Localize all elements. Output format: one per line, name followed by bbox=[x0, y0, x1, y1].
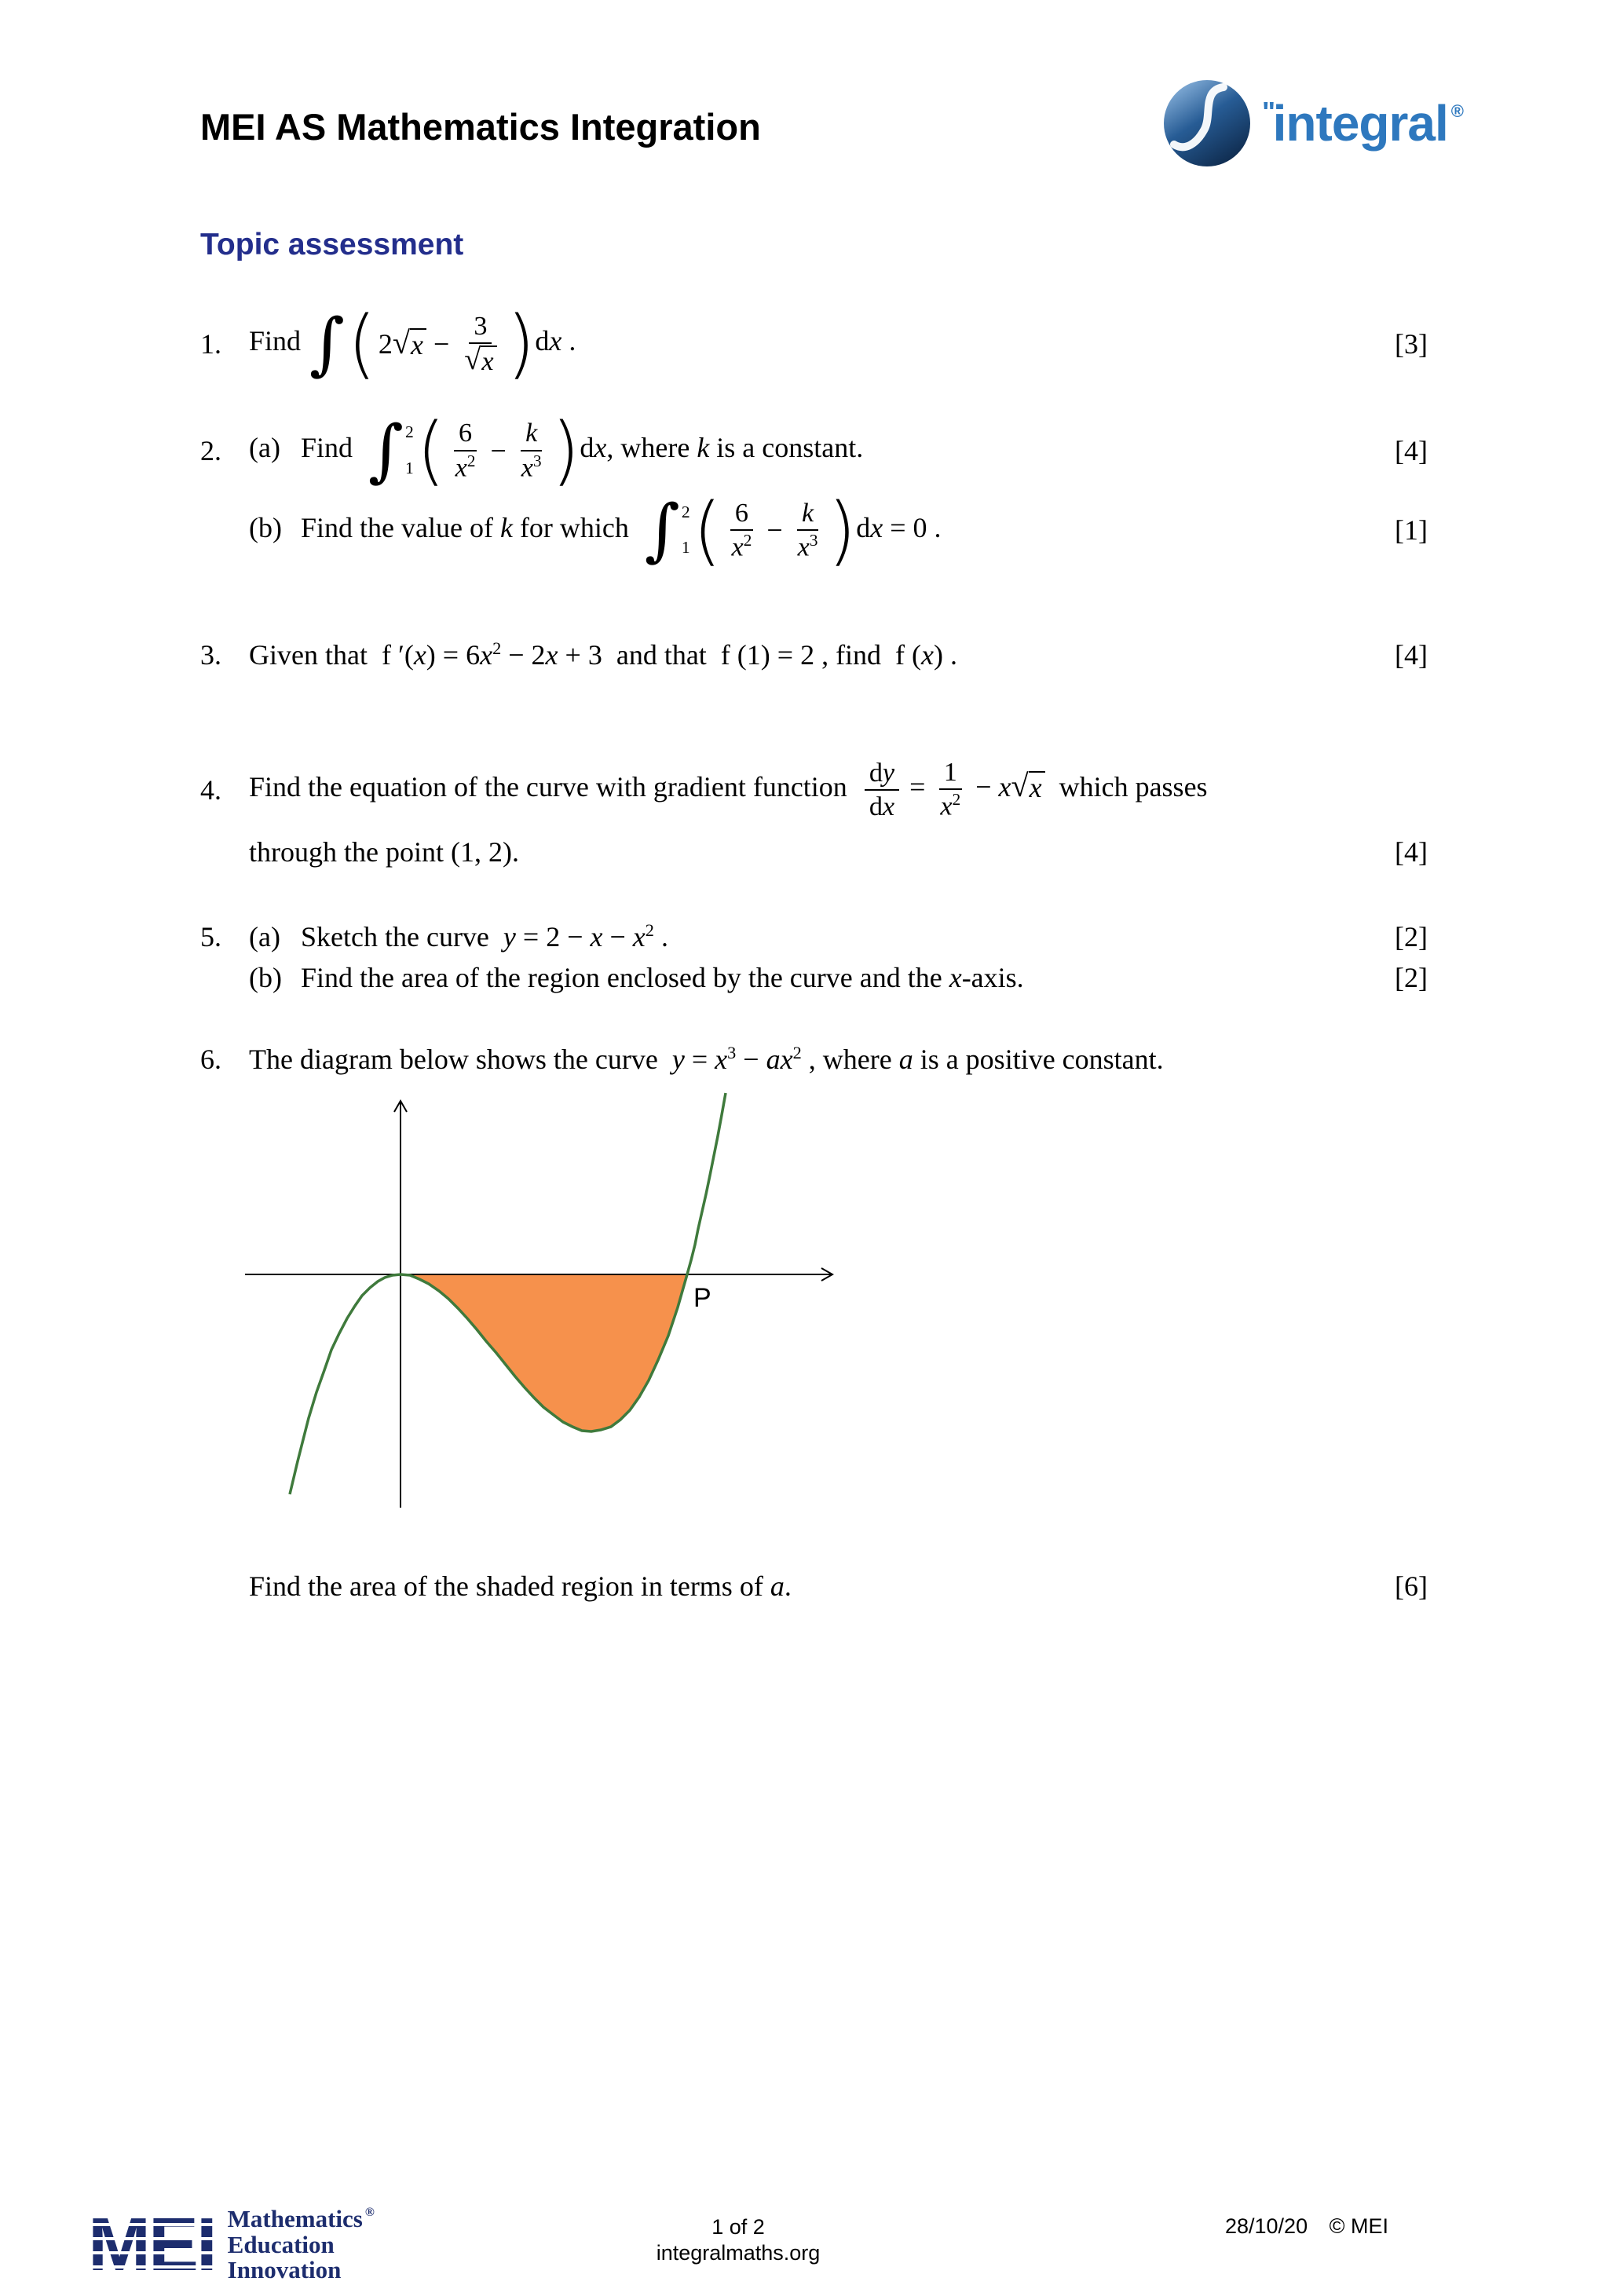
part-a-label: (a) bbox=[249, 920, 280, 952]
page-title: MEI AS Mathematics Integration bbox=[200, 106, 761, 148]
question-2-number: 2. bbox=[200, 434, 221, 466]
part-b-label: (b) bbox=[249, 961, 282, 993]
question-list bbox=[200, 299, 1428, 1603]
question-2b-marks: [1] bbox=[1395, 514, 1428, 547]
question-2b-text: Find the value of k for which ∫ 2 1 ( $\frac{6}{x^2}$ − $\frac{k}{x^3}$ ) dx = 0 . bbox=[301, 486, 942, 574]
question-3-text: Given that f $'(x) = 6x^2 - 2x + 3$ and that f (1) = 2 , find f (x) . bbox=[249, 638, 958, 671]
question-2a-row bbox=[200, 406, 1428, 494]
question-1-marks: [3] bbox=[1395, 327, 1428, 360]
question-2b-row bbox=[200, 486, 1428, 574]
question-1-text: Find ∫ ( 2 √ x − 3 √ x ) dx . bbox=[249, 299, 576, 388]
question-1-number: 1. bbox=[200, 327, 221, 360]
question-4-row-2 bbox=[200, 835, 1428, 868]
question-2a-marks: [4] bbox=[1395, 434, 1428, 466]
integral-logo-wordmark bbox=[1263, 94, 1464, 152]
registered-mark-icon: ® bbox=[364, 2206, 375, 2220]
question-5 bbox=[200, 920, 1428, 994]
question-1-row bbox=[200, 299, 1428, 388]
question-6 bbox=[200, 1043, 1428, 1603]
registered-mark-icon: ® bbox=[1450, 101, 1463, 121]
question-5a-row bbox=[200, 920, 1428, 953]
date-text: 28/10/20 bbox=[1224, 2214, 1308, 2239]
question-5b-row bbox=[200, 961, 1428, 994]
question-3-row bbox=[200, 638, 1428, 671]
mei-logo-letters: MEI bbox=[88, 2202, 215, 2287]
question-5b-marks: [2] bbox=[1395, 961, 1428, 993]
mei-word-education: Education bbox=[227, 2230, 335, 2258]
curve-diagram bbox=[236, 1090, 1428, 1537]
question-2a-text: Find ∫ 2 1 ( $\frac{6}{x^2}$ − $\frac{k}{x^3}$ ) dx, where k is a constant. bbox=[301, 406, 864, 494]
question-6-marks: [6] bbox=[1395, 1570, 1428, 1602]
integral-logo bbox=[1161, 77, 1464, 170]
question-4-number: 4. bbox=[200, 773, 221, 806]
copyright-text: © MEI bbox=[1329, 2214, 1389, 2239]
question-4-marks: [4] bbox=[1395, 835, 1428, 868]
part-b-label: (b) bbox=[249, 511, 282, 543]
mei-word-innovation: Innovation bbox=[227, 2256, 342, 2284]
question-1 bbox=[200, 299, 1428, 388]
question-6-intro-row bbox=[200, 1043, 1428, 1076]
mei-logo-words bbox=[228, 2206, 375, 2283]
section-heading: Topic assessment bbox=[200, 228, 464, 261]
question-6-outro-text: Find the area of the shaded region in terms of a. bbox=[249, 1570, 792, 1602]
date-copyright bbox=[820, 2206, 1388, 2239]
question-3 bbox=[200, 638, 1428, 671]
point-p-label: P bbox=[693, 1282, 711, 1313]
question-6-intro-text: The diagram below shows the curve $y = x^3 - ax^2$ , where a is a positive constant. bbox=[249, 1042, 1164, 1075]
question-4-row-1 bbox=[200, 756, 1428, 822]
mei-logo bbox=[88, 2202, 657, 2287]
site-url: integralmaths.org bbox=[656, 2240, 821, 2265]
question-5a-marks: [2] bbox=[1395, 920, 1428, 952]
question-4-text-line2: through the point (1, 2). bbox=[249, 835, 519, 868]
question-5-number: 5. bbox=[200, 920, 221, 952]
logo-brand-text: integral bbox=[1272, 95, 1448, 152]
question-4-text-line1: Find the equation of the curve with gradient function $\frac{dy}{dx}$ = $\frac{1}{x^2}$ − x √ x which passes bbox=[249, 758, 1208, 821]
question-3-number: 3. bbox=[200, 639, 221, 671]
part-a-label: (a) bbox=[249, 431, 280, 463]
curve-diagram-svg bbox=[236, 1090, 848, 1530]
mei-word-mathematics: Mathematics ® bbox=[227, 2205, 375, 2233]
question-4 bbox=[200, 756, 1428, 868]
question-6-outro-row bbox=[200, 1570, 1428, 1603]
question-5a-text: Sketch the curve $y = 2 - x - x^2$ . bbox=[301, 919, 668, 952]
logo-ticks: '' bbox=[1262, 96, 1275, 128]
page-footer bbox=[0, 2202, 1624, 2287]
page-number: 1 of 2 bbox=[711, 2215, 765, 2239]
page-info bbox=[657, 2206, 821, 2265]
integral-logo-icon bbox=[1161, 77, 1253, 170]
question-3-marks: [4] bbox=[1395, 639, 1428, 671]
question-5b-text: Find the area of the region enclosed by the curve and the x-axis. bbox=[301, 961, 1024, 993]
page-header bbox=[200, 88, 1463, 170]
question-6-number: 6. bbox=[200, 1043, 221, 1075]
question-2 bbox=[200, 406, 1428, 574]
